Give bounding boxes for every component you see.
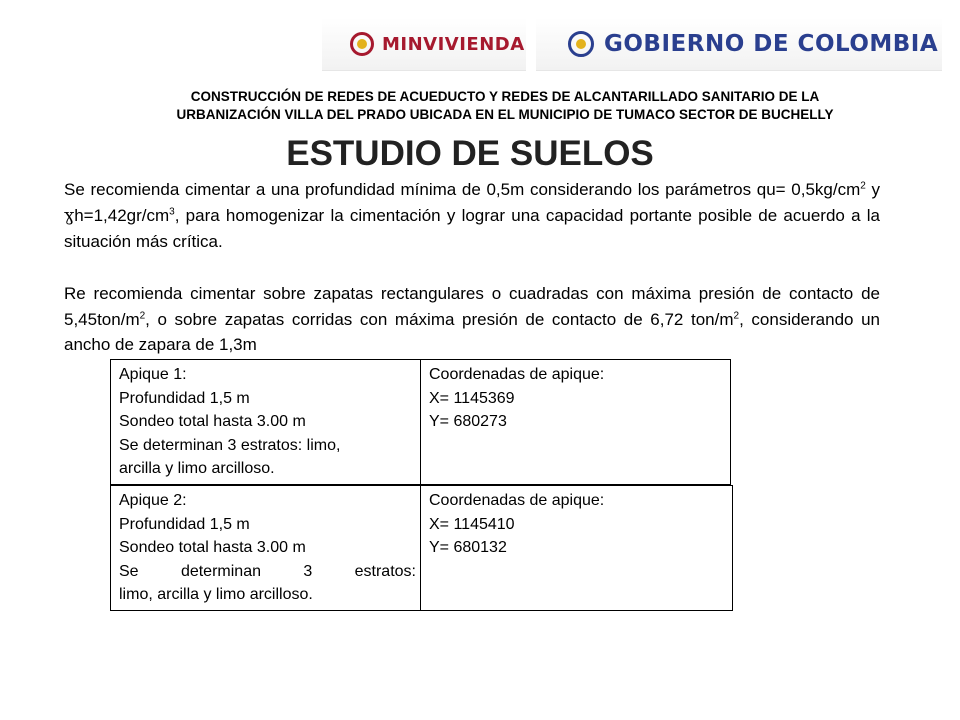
apique-2-coordinates bbox=[421, 486, 732, 610]
apique-1-depth: Profundidad 1,5 m bbox=[119, 389, 250, 407]
colombia-seal-icon bbox=[568, 31, 594, 57]
apique-1-coordinates bbox=[421, 360, 730, 484]
apique-1-estratos: Se determinan 3 estratos: limo, bbox=[119, 436, 341, 454]
gobierno-logo bbox=[536, 18, 942, 71]
recommendation-footing-paragraph: Re recomienda cimentar sobre zapatas rectangulares o cuadradas con máxima presión de contacto de $5,45ton/m^2$, o sobre zapatas corridas con máxima presión de contacto de 6,72 ton/$m^2$, considerando un ancho de zapara de 1,3m bbox=[64, 284, 880, 354]
gobierno-logo-text: GOBIERNO DE COLOMBIA bbox=[604, 31, 939, 57]
apique-2-estratos-cont: limo, arcilla y limo arcilloso. bbox=[119, 586, 313, 603]
apique-2-y: Y= 680132 bbox=[429, 539, 507, 556]
apique-1-box bbox=[110, 359, 731, 485]
apique-1-estratos-cont: arcilla y limo arcilloso. bbox=[119, 460, 275, 477]
apique-2-sondeo: Sondeo total hasta 3.00 m bbox=[119, 539, 306, 556]
apique-1-x: X= 1145369 bbox=[429, 389, 515, 407]
apique-2-depth: Profundidad 1,5 m bbox=[119, 515, 250, 533]
project-title-line-1: CONSTRUCCIÓN DE REDES DE ACUEDUCTO Y REDES DE ALCANTARILLADO SANITARIO DE LA bbox=[190, 89, 820, 104]
apique-2-x: X= 1145410 bbox=[429, 515, 515, 533]
apique-1-sondeo: Sondeo total hasta 3.00 m bbox=[119, 413, 306, 430]
apique-2-name: Apique 2: bbox=[119, 492, 187, 509]
minvivienda-logo bbox=[322, 18, 526, 71]
apique-1-details bbox=[111, 360, 421, 484]
apique-2-coords-label: Coordenadas de apique: bbox=[429, 492, 605, 509]
colombia-seal-icon bbox=[350, 32, 374, 56]
recommendation-depth-paragraph: Se recomienda cimentar a una profundidad mínima de 0,5m considerando los parámetros $qu= 0,5kg/cm^2$ y $ɣh=1,42gr/cm^3$, para homogenizar la cimentación y lograr una capacidad portante posible de acuerdo a la situación más crítica. bbox=[64, 180, 880, 251]
page-title: ESTUDIO DE SUELOS bbox=[286, 134, 654, 173]
apique-2-details bbox=[111, 486, 421, 610]
project-title bbox=[110, 88, 900, 124]
project-title-line-2: URBANIZACIÓN VILLA DEL PRADO UBICADA EN EL MUNICIPIO DE TUMACO SECTOR DE BUCHELLY bbox=[176, 107, 834, 122]
minvivienda-logo-text: MINVIVIENDA bbox=[382, 33, 525, 55]
apique-1-y: Y= 680273 bbox=[429, 413, 507, 430]
apique-1-coords-label: Coordenadas de apique: bbox=[429, 366, 605, 383]
apique-1-name: Apique 1: bbox=[119, 366, 187, 383]
apique-2-estratos: Se determinan 3 estratos: bbox=[119, 562, 416, 580]
apique-2-box bbox=[110, 485, 733, 611]
